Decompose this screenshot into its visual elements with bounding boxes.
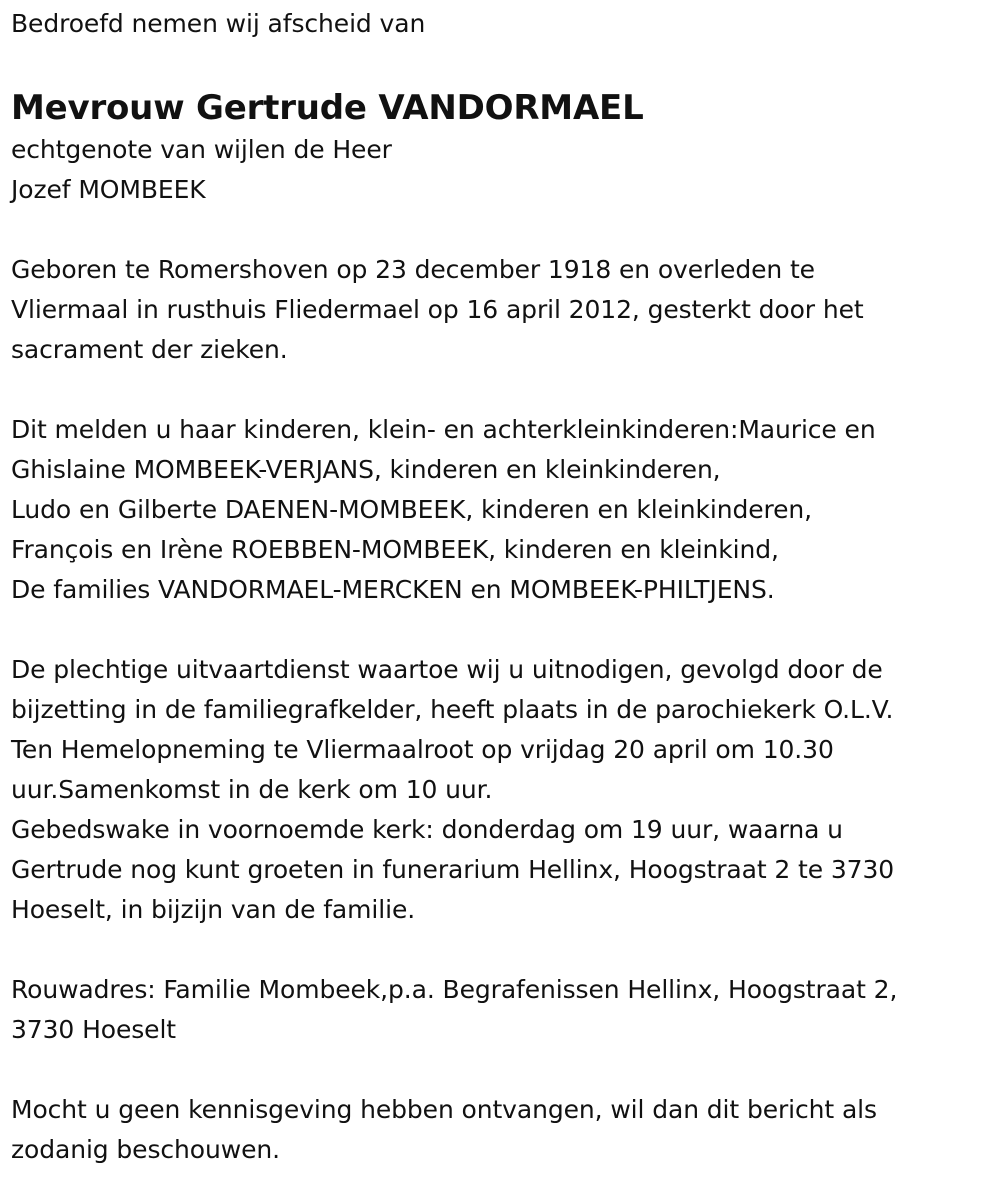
family-line: François en Irène ROEBBEN-MOMBEEK, kinderen en kleinkind, <box>11 535 779 564</box>
family-paragraph <box>11 410 991 610</box>
deceased-name: Mevrouw Gertrude VANDORMAEL <box>11 88 644 128</box>
closing-line: zodanig beschouwen. <box>11 1135 280 1164</box>
family-line: Dit melden u haar kinderen, klein- en achterkleinkinderen:Maurice en <box>11 415 876 444</box>
spouse-line: Jozef MOMBEEK <box>11 175 206 204</box>
family-line: Ludo en Gilberte DAENEN-MOMBEEK, kinderen en kleinkinderen, <box>11 495 813 524</box>
mourning-address-paragraph <box>11 970 991 1050</box>
spouse-paragraph <box>11 130 991 210</box>
birth-line: Geboren te Romershoven op 23 december 1918 en overleden te <box>11 255 815 284</box>
service-line: Ten Hemelopneming te Vliermaalroot op vrijdag 20 april om 10.30 <box>11 735 834 764</box>
obituary-notice <box>11 0 991 1170</box>
birth-line: Vliermaal in rusthuis Fliedermael op 16 april 2012, gesterkt door het <box>11 295 864 324</box>
closing-paragraph <box>11 1090 991 1170</box>
service-line: Gebedswake in voornoemde kerk: donderdag om 19 uur, waarna u <box>11 815 843 844</box>
service-line: Gertrude nog kunt groeten in funerarium Hellinx, Hoogstraat 2 te 3730 <box>11 855 895 884</box>
service-paragraph <box>11 650 991 930</box>
address-line: 3730 Hoeselt <box>11 1015 176 1044</box>
birth-line: sacrament der zieken. <box>11 335 288 364</box>
spouse-line: echtgenote van wijlen de Heer <box>11 135 392 164</box>
closing-line: Mocht u geen kennisgeving hebben ontvangen, wil dan dit bericht als <box>11 1095 877 1124</box>
intro-text: Bedroefd nemen wij afscheid van <box>11 9 426 38</box>
birth-death-paragraph <box>11 250 991 370</box>
service-line: Hoeselt, in bijzijn van de familie. <box>11 895 416 924</box>
service-line: uur.Samenkomst in de kerk om 10 uur. <box>11 775 493 804</box>
family-line: Ghislaine MOMBEEK-VERJANS, kinderen en kleinkinderen, <box>11 455 721 484</box>
address-line: Rouwadres: Familie Mombeek,p.a. Begrafenissen Hellinx, Hoogstraat 2, <box>11 975 898 1004</box>
family-line: De families VANDORMAEL-MERCKEN en MOMBEEK-PHILTJENS. <box>11 575 775 604</box>
service-line: bijzetting in de familiegrafkelder, heeft plaats in de parochiekerk O.L.V. <box>11 695 894 724</box>
service-line: De plechtige uitvaartdienst waartoe wij u uitnodigen, gevolgd door de <box>11 655 883 684</box>
